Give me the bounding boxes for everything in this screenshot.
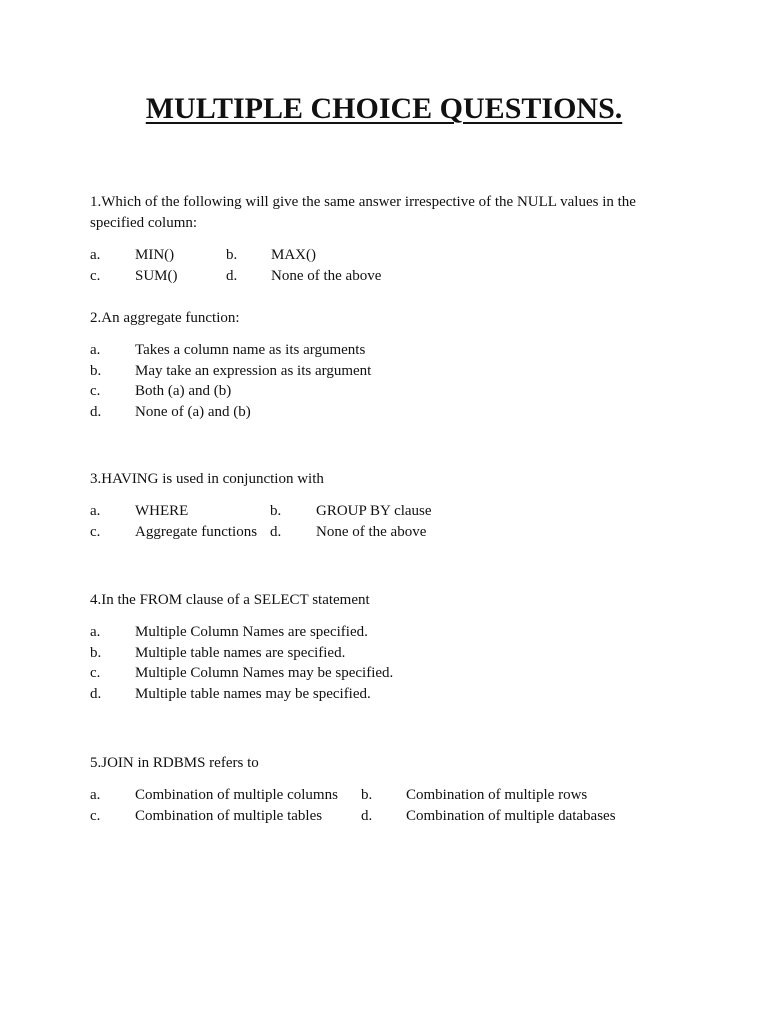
option-letter: b. bbox=[226, 247, 238, 263]
option-letter: d. bbox=[226, 267, 238, 284]
option-row bbox=[90, 361, 690, 382]
question-4 bbox=[90, 590, 690, 704]
option-letter: c. bbox=[90, 383, 101, 400]
option-row bbox=[90, 643, 690, 664]
option-row bbox=[90, 402, 690, 423]
option-text: Multiple Column Names are specified. bbox=[135, 624, 368, 640]
option-letter: c. bbox=[90, 267, 101, 284]
option-text: Multiple table names may be specified. bbox=[135, 685, 371, 702]
question-3 bbox=[90, 469, 690, 542]
option-text: None of (a) and (b) bbox=[135, 403, 251, 420]
option-text: SUM() bbox=[135, 267, 178, 284]
option-row bbox=[90, 806, 690, 827]
question-text: 3.HAVING is used in conjunction with bbox=[90, 471, 324, 487]
option-letter: b. bbox=[361, 787, 373, 803]
option-letter: c. bbox=[90, 523, 101, 540]
option-text: May take an expression as its argument bbox=[135, 362, 372, 379]
option-letter: b. bbox=[90, 362, 102, 379]
page-title bbox=[0, 92, 768, 126]
option-letter: b. bbox=[270, 503, 282, 519]
question-2 bbox=[90, 308, 690, 422]
question-5 bbox=[90, 753, 690, 826]
options-list bbox=[90, 622, 690, 704]
question-text: 2.An aggregate function: bbox=[90, 310, 240, 326]
option-text: Combination of multiple databases bbox=[406, 807, 616, 824]
option-letter: a. bbox=[90, 503, 101, 519]
option-text: None of the above bbox=[271, 267, 382, 284]
option-letter: d. bbox=[361, 807, 373, 824]
option-letter: d. bbox=[90, 403, 102, 420]
option-letter: a. bbox=[90, 624, 101, 640]
option-letter: c. bbox=[90, 807, 101, 824]
option-row bbox=[90, 266, 690, 287]
option-letter: a. bbox=[90, 787, 101, 803]
option-row bbox=[90, 622, 690, 643]
option-letter: b. bbox=[90, 644, 102, 661]
options-list bbox=[90, 501, 690, 542]
option-text: Combination of multiple columns bbox=[135, 787, 338, 803]
option-letter: a. bbox=[90, 342, 101, 358]
question-1 bbox=[90, 192, 690, 286]
options-list bbox=[90, 785, 690, 826]
option-text: Combination of multiple tables bbox=[135, 807, 323, 824]
option-letter: d. bbox=[270, 523, 282, 540]
option-row bbox=[90, 522, 690, 543]
option-text: MAX() bbox=[271, 247, 316, 263]
option-letter: d. bbox=[90, 685, 102, 702]
option-text: MIN() bbox=[135, 247, 175, 263]
option-row bbox=[90, 340, 690, 361]
option-text: Combination of multiple rows bbox=[406, 787, 588, 803]
option-letter: a. bbox=[90, 247, 101, 263]
options-list bbox=[90, 245, 690, 286]
option-row bbox=[90, 245, 690, 266]
option-row bbox=[90, 381, 690, 402]
option-text: Aggregate functions bbox=[135, 523, 258, 540]
option-letter: c. bbox=[90, 665, 101, 682]
page-title-text: MULTIPLE CHOICE QUESTIONS. bbox=[145, 92, 623, 125]
option-row bbox=[90, 684, 690, 705]
option-text: Takes a column name as its arguments bbox=[135, 342, 366, 358]
option-row bbox=[90, 501, 690, 522]
option-text: GROUP BY clause bbox=[316, 503, 432, 519]
question-text: 4.In the FROM clause of a SELECT statement bbox=[90, 592, 370, 608]
question-text: 1.Which of the following will give the same answer irrespective of the NULL values in the specified column: bbox=[90, 194, 636, 231]
option-text: Both (a) and (b) bbox=[135, 383, 232, 400]
option-text: Multiple table names are specified. bbox=[135, 644, 346, 661]
option-text: None of the above bbox=[316, 523, 427, 540]
option-text: Multiple Column Names may be specified. bbox=[135, 665, 394, 682]
question-text: 5.JOIN in RDBMS refers to bbox=[90, 755, 259, 771]
options-list bbox=[90, 340, 690, 422]
option-row bbox=[90, 785, 690, 806]
option-row bbox=[90, 663, 690, 684]
option-text: WHERE bbox=[135, 503, 189, 519]
